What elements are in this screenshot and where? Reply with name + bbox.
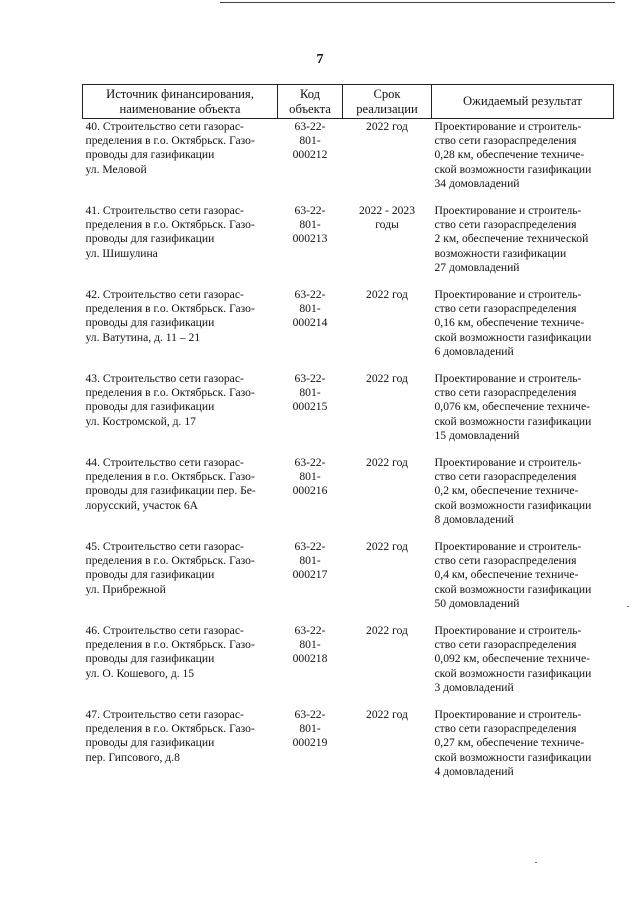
cell-term: 2022 год — [366, 624, 408, 637]
scan-speck — [535, 862, 537, 863]
cell-source: 43. Строительство сети газорас- пределения в г.о. Октябрьск. Газо- проводы для газификации ул. Костромской, д. 17 — [85, 372, 255, 428]
cell-result: Проектирование и строитель- ство сети газораспределения 0,4 км, обеспечение техниче- ской возможности газификации 50 домовладений — [434, 540, 592, 610]
table-row — [83, 119, 614, 205]
cell-source: 41. Строительство сети газорас- пределения в г.о. Октябрьск. Газо- проводы для газификации ул. Шишулина — [85, 204, 255, 260]
top-rule — [220, 2, 615, 3]
financing-table — [82, 84, 614, 792]
cell-code: 63-22- 801- 000217 — [292, 540, 328, 582]
cell-code: 63-22- 801- 000212 — [292, 120, 328, 162]
table-row — [83, 456, 614, 540]
table-row — [83, 372, 614, 456]
cell-term: 2022 год — [366, 372, 408, 385]
cell-term: 2022 - 2023 годы — [358, 204, 416, 232]
cell-code: 63-22- 801- 000215 — [292, 372, 328, 414]
cell-source: 46. Строительство сети газорас- пределения в г.о. Октябрьск. Газо- проводы для газификации ул. О. Кошевого, д. 15 — [85, 624, 255, 680]
cell-term: 2022 год — [366, 540, 408, 553]
table-row — [83, 624, 614, 708]
cell-result: Проектирование и строитель- ство сети газораспределения 0,076 км, обеспечение техниче- ской возможности газификации 15 домовладений — [434, 372, 592, 442]
cell-term: 2022 год — [366, 120, 408, 133]
cell-result: Проектирование и строитель- ство сети газораспределения 0,27 км, обеспечение техниче- ской возможности газификации 4 домовладений — [434, 708, 592, 778]
cell-source: 42. Строительство сети газорас- пределения в г.о. Октябрьск. Газо- проводы для газификации ул. Ватутина, д. 11 – 21 — [85, 288, 255, 344]
table-row — [83, 708, 614, 792]
header-result: Ожидаемый результат — [432, 85, 614, 119]
header-term: Срок реализации — [343, 85, 432, 119]
header-source: Источник финансирования, наименование объекта — [83, 85, 278, 119]
cell-code: 63-22- 801- 000213 — [292, 204, 328, 246]
cell-source: 40. Строительство сети газорас- пределения в г.о. Октябрьск. Газо- проводы для газификации ул. Меловой — [85, 120, 255, 176]
cell-term: 2022 год — [366, 708, 408, 721]
cell-code: 63-22- 801- 000214 — [292, 288, 328, 330]
cell-result: Проектирование и строитель- ство сети газораспределения 0,28 км, обеспечение техниче- ской возможности газификации 34 домовладений — [434, 120, 592, 190]
cell-source: 45. Строительство сети газорас- пределения в г.о. Октябрьск. Газо- проводы для газификации ул. Прибрежной — [85, 540, 255, 596]
table-header-row — [83, 85, 614, 119]
cell-source: 44. Строительство сети газорас- пределения в г.о. Октябрьск. Газо- проводы для газификации пер. Бе- лорусский, участок 6А — [85, 456, 256, 512]
cell-result: Проектирование и строитель- ство сети газораспределения 0,2 км, обеспечение техниче- ской возможности газификации 8 домовладений — [434, 456, 592, 526]
table-row — [83, 288, 614, 372]
page-number: 7 — [316, 52, 324, 67]
cell-code: 63-22- 801- 000218 — [292, 624, 328, 666]
cell-result: Проектирование и строитель- ство сети газораспределения 0,092 км, обеспечение техниче- ской возможности газификации 3 домовладений — [434, 624, 592, 694]
cell-result: Проектирование и строитель- ство сети газораспределения 0,16 км, обеспечение техниче- ской возможности газификации 6 домовладений — [434, 288, 592, 358]
scan-speck — [627, 606, 629, 607]
table-row — [83, 540, 614, 624]
table-row — [83, 204, 614, 288]
cell-source: 47. Строительство сети газорас- пределения в г.о. Октябрьск. Газо- проводы для газификации пер. Гипсового, д.8 — [85, 708, 255, 764]
cell-result: Проектирование и строитель- ство сети газораспределения 2 км, обеспечение технической возможности газификации 27 домовладений — [434, 204, 589, 274]
cell-term: 2022 год — [366, 456, 408, 469]
cell-code: 63-22- 801- 000219 — [292, 708, 328, 750]
cell-term: 2022 год — [366, 288, 408, 301]
cell-code: 63-22- 801- 000216 — [292, 456, 328, 498]
header-code: Код объекта — [278, 85, 343, 119]
